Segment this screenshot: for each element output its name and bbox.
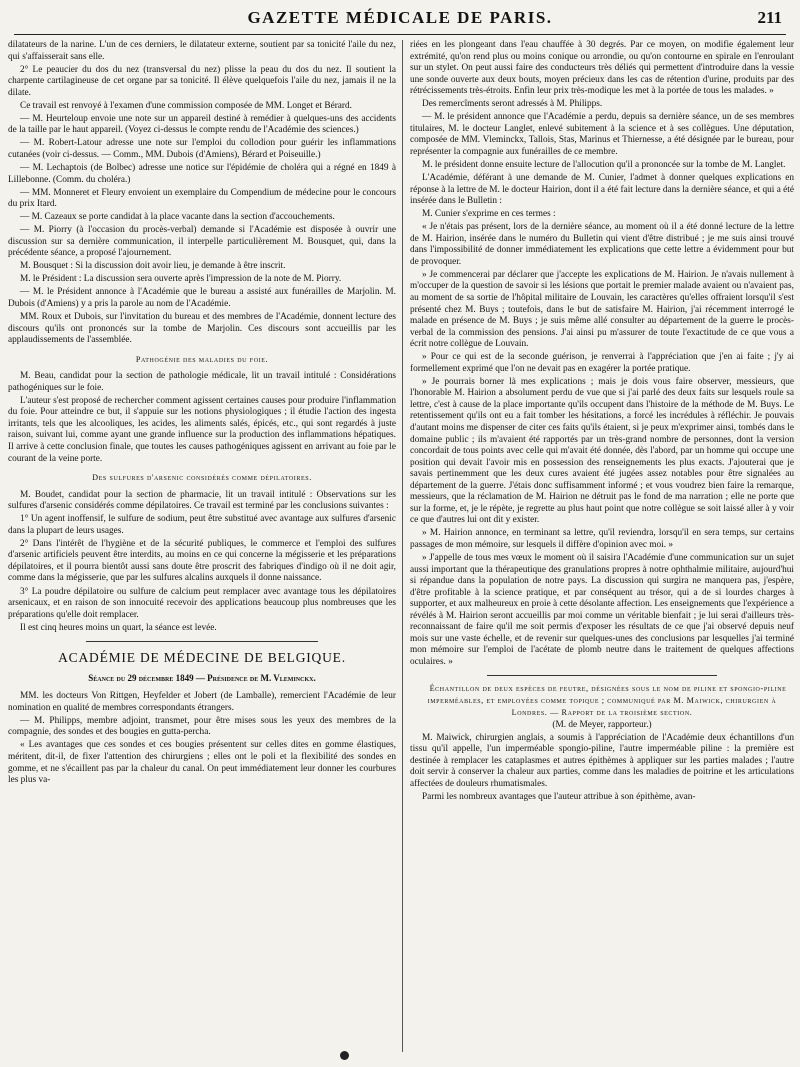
paragraph: — M. Robert-Latour adresse une note sur l'emploi du collodion pour guérir les inflammations cutanées (voir ci-dessus. — Comm., MM. Dubois (d'Amiens), Bérard et Poiseuille.) — [8, 138, 396, 160]
page-number: 211 — [757, 8, 782, 27]
column-divider — [402, 40, 403, 1052]
section-title-piline: Échantillon de deux espèces de feutre, désignées sous le nom de piline et spongio-piline imperméables, et employées comme topique ; communiqué par M. Maiwick, chirurgien à Londres. — Rapport de la troisième section. — [427, 684, 787, 717]
paragraph: — MM. Monneret et Fleury envoient un exemplaire du Compendium de médecine pour le concours du prix Itard. — [8, 187, 396, 210]
academy-heading: ACADÉMIE DE MÉDECINE DE BELGIQUE. — [58, 650, 346, 666]
paragraph: 2° Dans l'intérêt de l'hygiène et de la sécurité publiques, le commerce et l'emploi des sulfures d'arsenic artificiels peuvent être interdits, au moins en ce qui concerne la mégisserie et les préparations dépilatoires, et il pourra bientôt aussi sans doute être proscrit des fabriques d'indigo où il ne doit agir, comme dans la mégisserie, que par les sulfures alcalins auxquels il donne naissance. — [8, 538, 396, 584]
section-title-pathogenie: Pathogénie des maladies du foie. — [135, 354, 269, 364]
paragraph: Des remercîments seront adressés à M. Philipps. — [422, 99, 603, 110]
paragraph: M. Boudet, candidat pour la section de pharmacie, lit un travail intitulé : Observations sur les sulfures d'arsenic considérés comme dépilatoires. Ce travail est terminé par les conclusions suivantes : — [8, 489, 396, 512]
paragraph: 3° La poudre dépilatoire ou sulfure de calcium peut remplacer avec avantage tous les dépilatoires arsenicaux, et en raison de son innocuité recevoir des applications beaucoup plus nombreuses que les préparations qu'elle doit remplacer. — [8, 586, 396, 620]
journal-title: GAZETTE MÉDICALE DE PARIS. — [247, 8, 553, 27]
paragraph: L'auteur s'est proposé de rechercher comment agissent certaines causes pour produire l'inflammation du foie. Pour atteindre ce but, il s'appuie sur les notions physiologiques ; il étudie l'action des ingesta irritants, tels que les alcooliques, les acides, les aliments salés, épicés, etc., qui sont regardés à juste raison, suivant lui, comme ayant une grande influence sur la production des inflammations hépatiques. Il arrive à cette conclusion finale, que toutes les causes pathogéniques agissent en arrivant au foie par le courant de la veine porte. — [8, 395, 396, 464]
rapporteur-line: (M. de Meyer, rapporteur.) — [552, 719, 652, 730]
paragraph: M. Bousquet : Si la discussion doit avoir lieu, je demande à être inscrit. — [20, 261, 286, 272]
paragraph: M. le président donne ensuite lecture de l'allocution qu'il a prononcée sur la tombe de M. Langlet. — [422, 159, 786, 170]
paragraph: » Je pourrais borner là mes explications ; mais je dois vous faire observer, messieurs, que l'honorable M. Hairion a absolument perdu de vue que si j'ai parlé des deux faits sur lesquels roule sa lettre, c'est à cause de la place importante qu'ils occupent dans l'histoire de la méthode de M. Buys. Le retentissement qu'ils ont eu a fait tomber les hésitations, a forcé les incrédules à réfléchir. Je pouvais d'autant moins me dispenser de citer ces faits qu'ils étaient, si je peux m'exprimer ainsi, tombés dans le domaine public ; ils m'avaient été rapportés par un très-grand nombre de personnes, dont la version concordait de tous points avec celle qui m'avait été donnée, dès l'abord, par un homme qui occupe une position qui devait l'avoir mis en possession des renseignements les plus exacts. J'ajouterai que je savais pertinemment que les deux cures avaient été jugées assez notables pour être signalées au département de la guerre. J'étais donc suffisamment informé ; et vous voudrez bien faire la remarque, messieurs, que la réclamation de M. Hairion ne détruit pas le fond de ma narration ; elle ne porte que sur la forme, et, je le répète, je regrette au plus haut point que notre collègue se soit laissé aller à y voir ce que d'autres lui ont dit y exister. — [410, 376, 794, 526]
paragraph: — M. le président annonce que l'Académie a perdu, depuis sa dernière séance, un de ses membres titulaires, M. le docteur Langlet, enlevé subitement à la science et à ses collègues. Une députation, composée de MM. Vleminckx, Tallois, Stas, Marinus et Thiernesse, a été désignée par le bureau, pour représenter la compagnie aux funérailles de ce membre. — [410, 112, 794, 157]
section-divider — [86, 641, 319, 642]
left-column — [8, 40, 396, 1050]
paragraph: — M. Cazeaux se porte candidat à la place vacante dans la section d'accouchements. — [20, 212, 335, 223]
paragraph: — M. Lechaptois (de Bolbec) adresse une notice sur l'épidémie de choléra qui a régné en 1849 à Lillebonne. (Comm. du choléra.) — [8, 162, 396, 185]
paragraph: dilatateurs de la narine. L'un de ces derniers, le dilatateur externe, soutient par sa tonicité l'aile du nez, qui s'affaisserait sans elle. — [8, 40, 396, 62]
paragraph: « Je n'étais pas présent, lors de la dernière séance, au moment où il a été donné lecture de la lettre de M. Hairion, insérée dans le numéro du Bulletin qui vient d'être distribué ; je me suis ainsi trouvé dans l'impossibilité de donner immédiatement les explications que cette lettre a évidemment pour but de provoquer. — [410, 222, 794, 267]
right-column — [410, 40, 794, 1050]
paragraph: Parmi les nombreux avantages que l'auteur attribue à son épithème, avan- — [422, 791, 696, 802]
paragraph: L'Académie, déférant à une demande de M. Cunier, l'admet à donner quelques explications en réponse à la lettre de M. le docteur Hairion, dont il a été fait lecture dans la dernière séance, et qui a été insérée dans le Bulletin : — [410, 173, 794, 207]
paragraph: » M. Hairion annonce, en terminant sa lettre, qu'il reviendra, lorsqu'il en sera temps, sur certains passages de mon mémoire, sur lesquels il diffère d'opinion avec moi. » — [410, 528, 794, 550]
seance-line: Séance du 29 décembre 1849 — Présidence de M. Vleminckx. — [88, 672, 316, 683]
paragraph: — M. Piorry (à l'occasion du procès-verbal) demande si l'Académie est disposée à ouvrir une discussion sur sa dernière communication, il interpelle particulièrement M. Bousquet, qui, dans la précédente séance, a proposé l'ajournement. — [8, 225, 396, 259]
footer-dot — [340, 1051, 349, 1060]
paragraph: » J'appelle de tous mes vœux le moment où il saisira l'Académie d'une communication sur un sujet aussi important que la thérapeutique des granulations propres à notre ophthalmie militaire, aujourd'hui si répandue dans la population de notre pays. La discussion qui surgira ne manquera pas, j'espère, d'être profitable à la science pratique, et par conséquent au trésor, qui a de si lourdes charges à supporter, et aux malheureux en proie à cette désolante affection. Les enseignements que l'expérience a révélés à M. Hairion seront accueillis par moi comme un véritable bienfait ; je lui serai d'ailleurs très-reconnaissant de faire qu'il me soit permis d'exposer les résultats de ce que j'ai observé depuis neuf mois sur une vaste échelle, et de revenir sur quelques-unes des conclusions par lesquelles j'ai terminé mon mémoire sur l'emploi de l'acétate de plomb neutre dans le traitement de quelques affections oculaires. » — [410, 553, 794, 667]
paragraph: M. Cunier s'exprime en ces termes : — [422, 209, 556, 220]
paragraph: riées en les plongeant dans l'eau chauffée à 30 degrés. Par ce moyen, on modifie également leur extrémité, qu'on rend plus ou moins conique ou arrondie, ou qu'on contourne en spirale en l'enroulant sur un stylet. On peut aussi faire des conducteurs très déliés qui permettent d'introduire dans la vessie une sonde ouverte aux deux bouts, moyen précieux dans les cas de rétention d'urine, produits par des rétrécissements très-étroits. Enfin leur prix très-modique les met à la portée de tous les malades. » — [410, 40, 794, 97]
paragraph: « Les avantages que ces sondes et ces bougies présentent sur celles dites en gomme élastiques, méritent, dit-il, de fixer l'attention des chirurgiens ; elles ont le poli et la flexibilité des sondes en gomme, et ne s'écaillent pas par la chaleur du canal. On peut immédiatement leur donner les courbures les plus va- — [8, 740, 396, 786]
paragraph: M. le Président : La discussion sera ouverte après l'impression de la note de M. Piorry. — [20, 274, 342, 285]
page-header — [14, 8, 786, 35]
paragraph: » Pour ce qui est de la seconde guérison, je renverrai à l'appréciation que j'en ai faite ; j'y ai formellement exprimé que l'on ne devait pas en exagérer la portée pratique. — [410, 352, 794, 374]
paragraph: » Je commencerai par déclarer que j'accepte les explications de M. Hairion. Je n'avais nullement à m'occuper de la question de savoir si les lésions que portait le premier malade avaient ou n'avaient pas, au moment de sa sortie de l'hôpital militaire de Louvain, les caractères qu'elles offraient lorsqu'il s'est présenté chez M. Buys ; toutefois, dans le but de satisfaire M. Hairion, j'ai récemment interrogé le malade en présence de M. Buys ; je suis même allé consulter au département de la guerre le procès-verbal de la commission des pensions. J'ai ainsi pu m'assurer de toute l'exactitude de ce que vous a écrit notre collègue de Louvain. — [410, 269, 794, 350]
paragraph: Il est cinq heures moins un quart, la séance est levée. — [20, 622, 217, 633]
paragraph: — M. le Président annonce à l'Académie que le bureau a assisté aux funérailles de Marjolin. M. Dubois (d'Amiens) y a pris la parole au nom de l'Académie. — [8, 287, 396, 309]
section-divider — [487, 675, 717, 676]
paragraph: 1° Un agent inoffensif, le sulfure de sodium, peut être substitué avec avantage aux sulfures d'arsenic dans la plupart de leurs usages. — [8, 514, 396, 536]
paragraph: — M. Philipps, membre adjoint, transmet, pour être mises sous les yeux des membres de la compagnie, des sondes et des bougies en gutta-percha. — [8, 715, 396, 738]
paragraph: M. Beau, candidat pour la section de pathologie médicale, lit un travail intitulé : Considérations pathogéniques sur le foie. — [8, 371, 396, 393]
section-title-sulfures: Des sulfures d'arsenic considérés comme dépilatoires. — [92, 473, 312, 483]
paragraph: MM. les docteurs Von Rittgen, Heyfelder et Jobert (de Lamballe), remercient l'Académie de leur nomination en qualité de membres correspondants étrangers. — [8, 691, 396, 713]
paragraph: 2° Le peaucier du dos du nez (transversal du nez) plisse la peau du dos du nez. Il soutient la charpente cartilagineuse de cet organe par sa tonicité. Il élève quelquefois l'aile du nez, jamais il ne la dilate. — [8, 64, 396, 98]
paragraph: MM. Roux et Dubois, sur l'invitation du bureau et des membres de l'Académie, donnent lecture des discours qu'ils ont prononcés sur la tombe de Marjolin. Ces discours sont accueillis par les applaudissements de l'assemblée. — [8, 312, 396, 346]
paragraph: M. Maiwick, chirurgien anglais, a soumis à l'appréciation de l'Académie deux échantillons d'un tissu qu'il appelle, l'un imperméable spongio-piline, l'autre imperméable piline : la première est destinée à remplacer les cataplasmes et autres épithèmes à appliquer sur les parties malades ; l'autre doit servir à conserver la chaleur aux parties, comme dans les maladies de poitrine et les articulations affectées de douleurs rhumatismales. — [410, 732, 794, 789]
paragraph: — M. Heurteloup envoie une note sur un appareil destiné à remédier à quelques-uns des accidents de la taille par le haut appareil. (Voyez ci-dessus le compte rendu de l'Académie des sciences.) — [8, 113, 396, 136]
paragraph: Ce travail est renvoyé à l'examen d'une commission composée de MM. Longet et Bérard. — [20, 100, 353, 111]
